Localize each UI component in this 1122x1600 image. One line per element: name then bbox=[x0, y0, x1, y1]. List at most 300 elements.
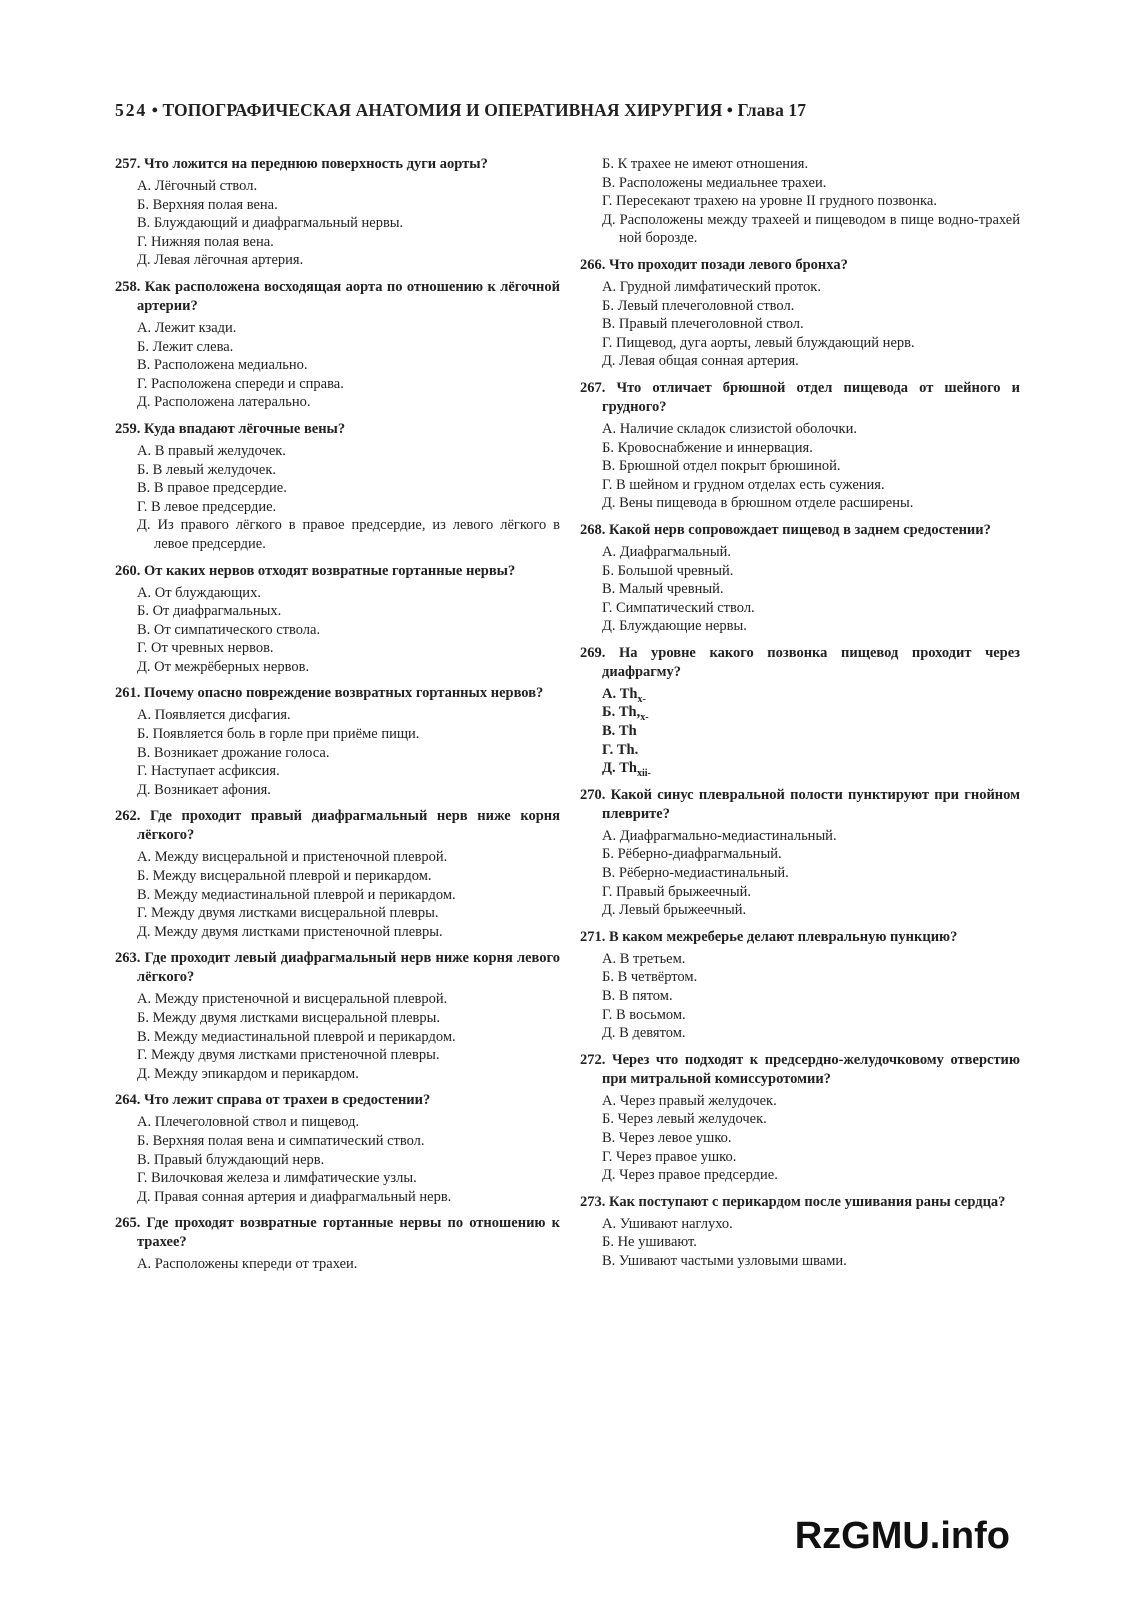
option-letter: А. bbox=[137, 442, 152, 459]
question-block bbox=[115, 562, 560, 677]
question-text bbox=[580, 1193, 1020, 1212]
question-block bbox=[580, 521, 1020, 636]
option-text: Нижняя полая вена. bbox=[151, 233, 274, 250]
answer-option bbox=[580, 1092, 1020, 1111]
question-text bbox=[580, 928, 1020, 947]
chapter-label: Глава 17 bbox=[737, 100, 807, 120]
question-block bbox=[115, 1091, 560, 1206]
answer-option bbox=[115, 886, 560, 905]
answer-option bbox=[580, 759, 1020, 778]
option-text: В восьмом. bbox=[616, 1006, 686, 1023]
question-number: 268. bbox=[580, 521, 606, 538]
answer-option bbox=[115, 479, 560, 498]
option-text: Расположены медиальнее трахеи. bbox=[618, 174, 827, 191]
question-prompt: Что ложится на переднюю поверхность дуги аорты? bbox=[144, 156, 488, 172]
option-text: Правый плечеголовной ствол. bbox=[618, 316, 804, 333]
question-prompt: Где проходит левый диафрагмальный нерв ниже корня левого лёгкого? bbox=[137, 950, 561, 986]
answer-option bbox=[580, 562, 1020, 581]
answer-option bbox=[115, 1169, 560, 1188]
option-text: Появляется дисфагия. bbox=[154, 707, 291, 724]
answer-option bbox=[115, 1046, 560, 1065]
answer-option bbox=[580, 1006, 1020, 1025]
option-letter: Г. bbox=[137, 905, 148, 922]
option-text: Через правый желудочек. bbox=[619, 1092, 777, 1109]
answer-option bbox=[580, 968, 1020, 987]
question-text bbox=[580, 1051, 1020, 1089]
option-text: Вены пищевода в брюшном отделе расширены. bbox=[619, 495, 914, 512]
question-number: 262. bbox=[115, 808, 141, 825]
option-text: Верхняя полая вена и симпатический ствол. bbox=[152, 1132, 425, 1149]
answer-option bbox=[580, 174, 1020, 193]
question-block bbox=[580, 928, 1020, 1043]
option-text: Пищевод, дуга аорты, левый блуждающий нерв. bbox=[616, 334, 915, 351]
option-letter: А. bbox=[137, 991, 152, 1008]
answer-option bbox=[580, 1129, 1020, 1148]
option-letter: В. bbox=[137, 357, 151, 374]
option-letter: Б. bbox=[602, 1111, 614, 1128]
answer-option bbox=[580, 722, 1020, 741]
option-letter: Г. bbox=[602, 334, 613, 351]
answer-option bbox=[115, 1151, 560, 1170]
answer-option bbox=[115, 498, 560, 517]
question-block bbox=[580, 1193, 1020, 1271]
option-text: Th. bbox=[616, 741, 639, 758]
answer-option bbox=[115, 1065, 560, 1084]
option-text: К трахее не имеют отношения. bbox=[617, 156, 809, 172]
question-number: 272. bbox=[580, 1051, 606, 1068]
option-text: Расположена латерально. bbox=[154, 394, 311, 411]
option-letter: Д. bbox=[602, 353, 616, 370]
option-letter: Д. bbox=[137, 1188, 151, 1205]
answer-option bbox=[580, 987, 1020, 1006]
option-letter: Б. bbox=[602, 562, 614, 579]
question-block bbox=[115, 420, 560, 554]
option-letter: Д. bbox=[137, 1065, 151, 1082]
option-subscript: xii- bbox=[636, 768, 651, 780]
header-bullet: • bbox=[726, 100, 734, 120]
answer-option bbox=[115, 584, 560, 603]
answer-option bbox=[580, 352, 1020, 371]
answer-option bbox=[580, 1166, 1020, 1185]
answer-option bbox=[115, 375, 560, 394]
option-letter: А. bbox=[602, 543, 617, 560]
option-text: Малый чревный. bbox=[618, 581, 724, 598]
option-letter: Д. bbox=[137, 781, 151, 798]
option-text: Рёберно-медиастинальный. bbox=[618, 865, 789, 882]
option-text: От чревных нервов. bbox=[151, 640, 274, 657]
answer-option bbox=[580, 420, 1020, 439]
option-letter: Г. bbox=[602, 1006, 613, 1023]
answer-option bbox=[580, 297, 1020, 316]
option-letter: А. bbox=[602, 278, 617, 295]
option-letter: Д. bbox=[137, 923, 151, 940]
option-text: От межрёберных нервов. bbox=[154, 658, 310, 675]
option-letter: В. bbox=[602, 1252, 616, 1269]
option-text: Левый плечеголовной ствол. bbox=[617, 297, 795, 314]
question-number: 261. bbox=[115, 685, 141, 702]
answer-option bbox=[580, 599, 1020, 618]
option-letter: В. bbox=[137, 1028, 151, 1045]
answer-option bbox=[580, 580, 1020, 599]
option-text: Диафрагмальный. bbox=[619, 543, 732, 560]
answer-option bbox=[580, 703, 1020, 722]
option-letter: Г. bbox=[137, 233, 148, 250]
answer-option bbox=[580, 457, 1020, 476]
option-letter: А. bbox=[602, 827, 617, 844]
option-text: В четвёртом. bbox=[617, 969, 698, 986]
option-letter: Б. bbox=[602, 156, 614, 172]
option-letter: Б. bbox=[602, 1234, 614, 1251]
answer-option bbox=[115, 461, 560, 480]
option-text: Верхняя полая вена. bbox=[152, 196, 278, 213]
answer-option bbox=[580, 315, 1020, 334]
question-prompt: Что лежит справа от трахеи в средостении? bbox=[144, 1092, 431, 1109]
option-text: Расположена спереди и справа. bbox=[151, 375, 344, 392]
option-text: Между двумя листками висцеральной плевры. bbox=[152, 1010, 441, 1026]
option-letter: Б. bbox=[137, 1132, 149, 1149]
answer-option bbox=[580, 1148, 1020, 1167]
option-letter: Д. bbox=[137, 394, 151, 411]
page-header bbox=[115, 100, 975, 121]
answer-option bbox=[115, 1188, 560, 1207]
option-text: Расположены кпереди от трахеи. bbox=[154, 1256, 358, 1273]
option-text: От диафрагмальных. bbox=[152, 603, 282, 620]
answer-option bbox=[115, 196, 560, 215]
option-text: Кровоснабжение и иннервация. bbox=[617, 439, 813, 456]
answer-option bbox=[115, 1028, 560, 1047]
option-letter: Б. bbox=[137, 461, 149, 478]
question-number: 259. bbox=[115, 420, 141, 437]
option-letter: Д. bbox=[137, 658, 151, 675]
answer-option bbox=[580, 901, 1020, 920]
answer-option bbox=[115, 442, 560, 461]
answer-option bbox=[115, 177, 560, 196]
question-prompt: Почему опасно повреждение возвратных гортанных нервов? bbox=[144, 685, 544, 702]
option-text: Между двумя листками пристеночной плевры. bbox=[154, 923, 443, 940]
answer-option bbox=[115, 319, 560, 338]
answer-option bbox=[115, 762, 560, 781]
answer-option bbox=[115, 251, 560, 270]
option-text: Правый брыжеечный. bbox=[616, 883, 752, 900]
answer-option bbox=[580, 1215, 1020, 1234]
right-column bbox=[580, 155, 1020, 1279]
option-text: Появляется боль в горле при приёме пищи. bbox=[152, 726, 420, 743]
option-letter: Г. bbox=[602, 599, 613, 616]
question-prompt: Через что подходят к предсердно-желудочковому отверстию при митральной комиссуротомии? bbox=[602, 1051, 1020, 1087]
option-text: Между медиастинальной плеврой и перикардом. bbox=[153, 1028, 456, 1045]
option-text: Th, bbox=[618, 704, 641, 721]
option-text: Диафрагмально-медиастинальный. bbox=[619, 827, 837, 844]
option-text: Между медиастинальной плеврой и перикардом. bbox=[153, 886, 456, 903]
answer-option bbox=[115, 639, 560, 658]
option-letter: А. bbox=[602, 1092, 617, 1109]
answer-option bbox=[580, 155, 1020, 174]
option-letter: Б. bbox=[602, 439, 614, 456]
answer-option bbox=[580, 1233, 1020, 1252]
question-block bbox=[580, 644, 1020, 778]
question-text bbox=[580, 521, 1020, 540]
answer-option bbox=[580, 864, 1020, 883]
option-text: Правый блуждающий нерв. bbox=[153, 1151, 325, 1168]
question-text bbox=[115, 1214, 560, 1252]
answer-option bbox=[115, 848, 560, 867]
question-number: 269. bbox=[580, 644, 606, 661]
option-letter: Д. bbox=[602, 211, 616, 228]
question-text bbox=[580, 786, 1020, 824]
answer-option bbox=[580, 192, 1020, 211]
answer-option bbox=[115, 781, 560, 800]
answer-option bbox=[580, 494, 1020, 513]
question-number: 263. bbox=[115, 950, 141, 967]
option-letter: Б. bbox=[602, 846, 614, 863]
option-text: В девятом. bbox=[619, 1025, 686, 1042]
option-text: Th bbox=[618, 723, 637, 740]
option-text: Возникает дрожание голоса. bbox=[153, 744, 330, 761]
question-block bbox=[580, 1051, 1020, 1185]
question-text bbox=[580, 256, 1020, 275]
option-letter: Б. bbox=[602, 969, 614, 986]
answer-option bbox=[580, 439, 1020, 458]
option-text: Левый брыжеечный. bbox=[619, 902, 747, 919]
question-text bbox=[115, 807, 560, 845]
option-letter: А. bbox=[602, 420, 617, 437]
answer-option bbox=[115, 338, 560, 357]
option-letter: Б. bbox=[602, 297, 614, 314]
option-letter: Б. bbox=[137, 196, 149, 213]
option-letter: Г. bbox=[137, 375, 148, 392]
option-letter: В. bbox=[137, 480, 151, 497]
option-text: Наличие складок слизистой оболочки. bbox=[619, 420, 857, 437]
option-letter: Д. bbox=[602, 760, 616, 777]
option-text: Левая лёгочная артерия. bbox=[154, 252, 304, 269]
option-text: Наступает асфиксия. bbox=[151, 763, 280, 780]
option-text: Между двумя листками висцеральной плевры. bbox=[151, 905, 439, 922]
option-text: Левая общая сонная артерия. bbox=[619, 353, 799, 370]
answer-option bbox=[115, 658, 560, 677]
option-letter: В. bbox=[137, 215, 151, 232]
option-letter: Д. bbox=[602, 902, 616, 919]
option-letter: А. bbox=[137, 584, 152, 601]
question-text bbox=[115, 278, 560, 316]
option-text: Блуждающие нервы. bbox=[619, 618, 747, 635]
question-prompt: Что отличает брюшной отдел пищевода от шейного и грудного? bbox=[602, 379, 1020, 415]
question-number: 266. bbox=[580, 256, 606, 273]
question-block bbox=[580, 256, 1020, 371]
question-prompt: Какой синус плевральной полости пунктируют при гнойном плеврите? bbox=[602, 786, 1021, 822]
answer-option bbox=[580, 950, 1020, 969]
option-text: Большой чревный. bbox=[617, 562, 734, 579]
option-subscript: x- bbox=[637, 693, 646, 705]
option-text: Симпатический ствол. bbox=[616, 599, 755, 616]
option-text: В левое предсердие. bbox=[151, 498, 277, 515]
answer-option bbox=[580, 827, 1020, 846]
option-text: Лежит кзади. bbox=[154, 319, 237, 336]
option-text: Рёберно-диафрагмальный. bbox=[617, 846, 782, 863]
option-text: Правая сонная артерия и диафрагмальный нерв. bbox=[154, 1188, 452, 1205]
option-text: В правый желудочек. bbox=[154, 442, 286, 459]
option-text: В шейном и грудном отделах есть сужения. bbox=[616, 476, 885, 493]
answer-option bbox=[580, 1024, 1020, 1043]
option-letter: Б. bbox=[137, 338, 149, 355]
option-text: Из правого лёгкого в правое предсердие, из левого лёгкого в левое предсердие. bbox=[154, 517, 561, 552]
answer-option bbox=[115, 725, 560, 744]
answer-option bbox=[115, 744, 560, 763]
answer-option bbox=[115, 356, 560, 375]
option-letter: Г. bbox=[602, 193, 613, 210]
question-number: 273. bbox=[580, 1193, 606, 1210]
question-prompt: Где проходит правый диафрагмальный нерв ниже корня лёгкого? bbox=[137, 808, 561, 844]
option-text: Th bbox=[619, 760, 637, 777]
option-letter: А. bbox=[602, 950, 617, 967]
answer-option bbox=[115, 1009, 560, 1028]
question-block bbox=[115, 155, 560, 270]
question-prompt: Какой нерв сопровождает пищевод в заднем средостении? bbox=[609, 521, 991, 538]
answer-option bbox=[115, 1132, 560, 1151]
option-text: Через левое ушко. bbox=[618, 1129, 732, 1146]
option-letter: В. bbox=[137, 1151, 151, 1168]
option-letter: А. bbox=[137, 178, 152, 194]
option-text: Между эпикардом и перикардом. bbox=[154, 1065, 359, 1082]
left-column bbox=[115, 155, 560, 1282]
question-number: 258. bbox=[115, 278, 141, 295]
question-number: 264. bbox=[115, 1092, 141, 1109]
answer-option bbox=[580, 278, 1020, 297]
question-number: 271. bbox=[580, 928, 606, 945]
option-letter: А. bbox=[137, 1256, 152, 1273]
question-number: 270. bbox=[580, 786, 606, 803]
option-text: Между пристеночной и висцеральной плеврой. bbox=[154, 991, 448, 1008]
option-text: Между висцеральной плеврой и перикардом. bbox=[152, 868, 432, 885]
option-text: Вилочковая железа и лимфатические узлы. bbox=[151, 1170, 417, 1187]
answer-option bbox=[115, 706, 560, 725]
question-number: 267. bbox=[580, 379, 606, 396]
option-letter: А. bbox=[137, 319, 152, 336]
option-text: Расположена медиально. bbox=[153, 357, 308, 374]
answer-option bbox=[115, 214, 560, 233]
option-letter: А. bbox=[137, 707, 152, 724]
option-text: В правое предсердие. bbox=[153, 480, 287, 497]
answer-option bbox=[115, 1255, 560, 1274]
option-letter: Д. bbox=[602, 495, 616, 512]
page-number: 524 bbox=[115, 100, 148, 120]
option-letter: Б. bbox=[137, 603, 149, 620]
question-block bbox=[115, 278, 560, 412]
option-text: Плечеголовной ствол и пищевод. bbox=[154, 1114, 360, 1131]
answer-option bbox=[115, 990, 560, 1009]
option-letter: В. bbox=[137, 744, 151, 761]
question-number: 257. bbox=[115, 156, 141, 172]
option-letter: Б. bbox=[137, 726, 149, 743]
option-letter: Б. bbox=[137, 868, 149, 885]
answer-option bbox=[115, 602, 560, 621]
answer-option bbox=[115, 516, 560, 553]
question-prompt: Как поступают с перикардом после ушивания раны сердца? bbox=[609, 1193, 1006, 1210]
question-prompt: Куда впадают лёгочные вены? bbox=[144, 420, 346, 437]
option-letter: Г. bbox=[137, 640, 148, 657]
option-letter: Д. bbox=[137, 252, 151, 269]
question-block bbox=[115, 807, 560, 941]
question-block bbox=[580, 786, 1020, 920]
option-letter: А. bbox=[137, 849, 152, 866]
option-text: От симпатического ствола. bbox=[153, 621, 321, 638]
question-prompt: На уровне какого позвонка пищевод проходит через диафрагму? bbox=[602, 644, 1021, 680]
option-letter: В. bbox=[602, 458, 616, 475]
answer-option bbox=[580, 1110, 1020, 1129]
option-letter: Г. bbox=[602, 741, 614, 758]
question-text bbox=[580, 644, 1020, 682]
answer-option bbox=[580, 883, 1020, 902]
question-prompt: Что проходит позади левого бронха? bbox=[609, 256, 848, 273]
option-letter: В. bbox=[602, 316, 616, 333]
answer-option bbox=[580, 685, 1020, 704]
question-text bbox=[115, 420, 560, 439]
option-text: Между двумя листками пристеночной плевры. bbox=[151, 1047, 440, 1064]
option-letter: В. bbox=[137, 886, 151, 903]
answer-option bbox=[580, 1252, 1020, 1271]
question-block bbox=[580, 379, 1020, 513]
option-letter: Г. bbox=[602, 883, 613, 900]
option-letter: В. bbox=[602, 1129, 616, 1146]
answer-option bbox=[580, 476, 1020, 495]
header-bullet: • bbox=[151, 100, 158, 120]
question-block bbox=[115, 1214, 560, 1274]
question-text bbox=[580, 379, 1020, 417]
question-prompt: В каком межреберье делают плевральную пункцию? bbox=[609, 928, 958, 945]
option-letter: В. bbox=[602, 174, 616, 191]
option-letter: В. bbox=[602, 988, 616, 1004]
option-letter: Г. bbox=[137, 763, 148, 780]
answer-option bbox=[580, 211, 1020, 248]
answer-option bbox=[580, 845, 1020, 864]
option-letter: Г. bbox=[602, 1148, 613, 1165]
option-text: Блуждающий и диафрагмальный нервы. bbox=[153, 215, 404, 232]
answer-option bbox=[580, 741, 1020, 760]
option-text: Пересекают трахею на уровне II грудного позвонка. bbox=[616, 193, 937, 210]
option-text: Th bbox=[619, 685, 638, 702]
watermark: RzGMU.info bbox=[794, 1515, 1010, 1557]
option-text: Расположены между трахеей и пищеводом в пище водно-трахей ной борозде. bbox=[619, 211, 1021, 247]
option-text: Не ушивают. bbox=[617, 1234, 697, 1251]
option-letter: Д. bbox=[137, 517, 151, 534]
option-text: В пятом. bbox=[618, 988, 673, 1004]
answer-option bbox=[115, 621, 560, 640]
option-letter: А. bbox=[602, 1215, 617, 1232]
option-letter: Д. bbox=[602, 618, 616, 635]
option-letter: Г. bbox=[602, 476, 613, 493]
option-text: От блуждающих. bbox=[154, 584, 261, 601]
question-number: 265. bbox=[115, 1215, 141, 1232]
answer-option bbox=[115, 904, 560, 923]
option-letter: Г. bbox=[137, 1047, 148, 1064]
question-prompt: Как расположена восходящая аорта по отношению к лёгочной артерии? bbox=[137, 278, 560, 314]
answer-option bbox=[115, 393, 560, 412]
option-text: Ушивают частыми узловыми швами. bbox=[618, 1252, 847, 1269]
option-text: Грудной лимфатический проток. bbox=[619, 278, 821, 295]
question-prompt: Где проходят возвратные гортанные нервы по отношению к трахее? bbox=[137, 1215, 561, 1251]
option-letter: В. bbox=[602, 723, 616, 740]
option-text: Через правое предсердие. bbox=[619, 1167, 778, 1184]
answer-option bbox=[580, 617, 1020, 636]
option-letter: Б. bbox=[137, 1010, 149, 1026]
option-letter: А. bbox=[137, 1114, 152, 1131]
option-text: В левый желудочек. bbox=[152, 461, 277, 478]
option-letter: Д. bbox=[602, 1167, 616, 1184]
answer-option bbox=[580, 543, 1020, 562]
option-subscript: x- bbox=[640, 712, 649, 724]
question-text bbox=[115, 1091, 560, 1110]
answer-option bbox=[115, 233, 560, 252]
question-block bbox=[115, 949, 560, 1083]
